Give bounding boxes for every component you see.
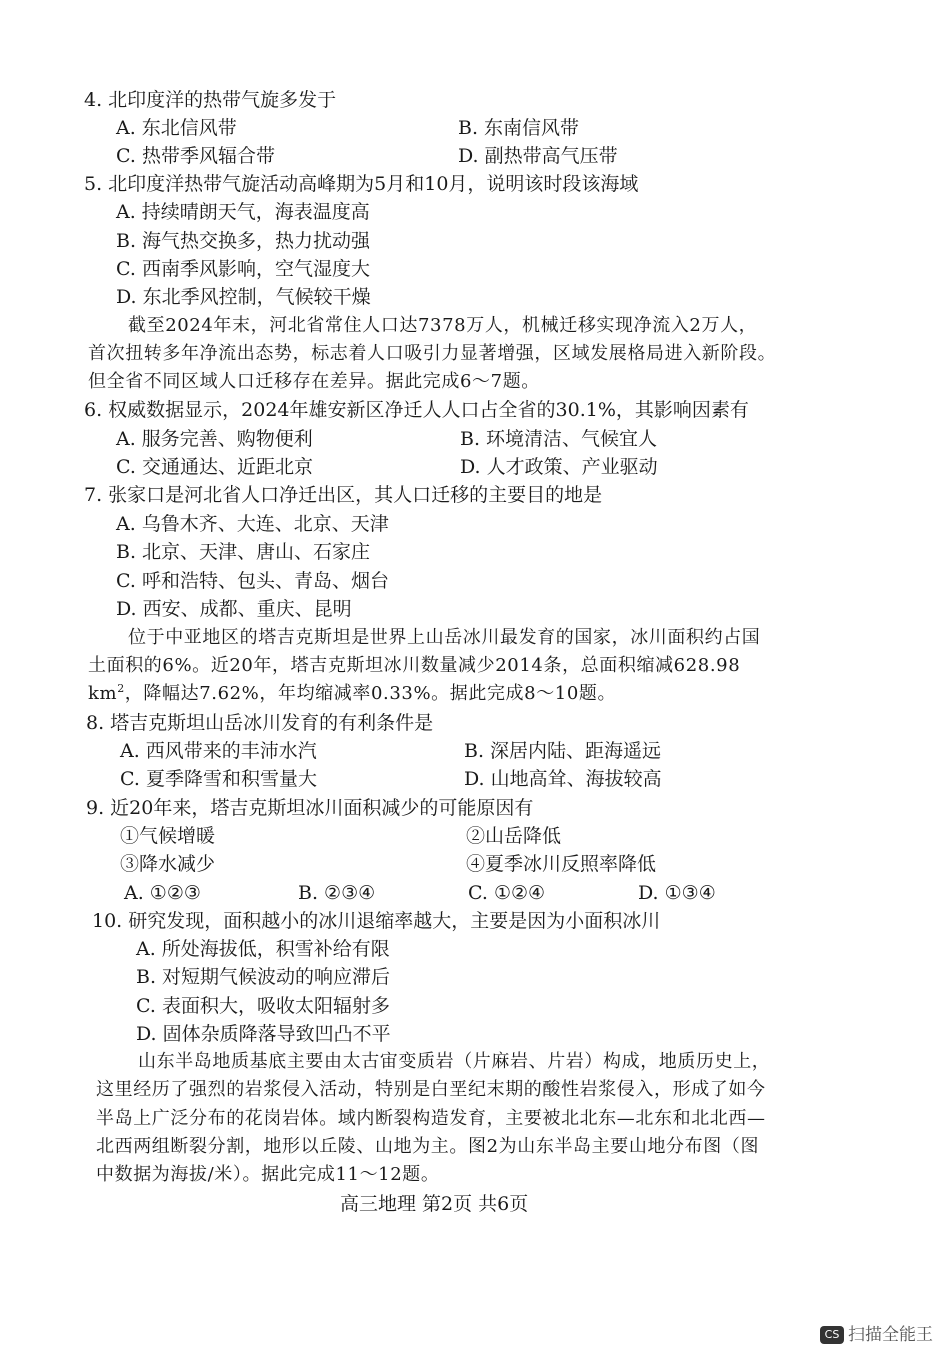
question-5-option-d: D. 东北季风控制，气候较干燥: [116, 286, 371, 308]
scanner-watermark: [820, 1320, 950, 1345]
passage-shandong-line-3: 半岛上广泛分布的花岗岩体。域内断裂构造发育，主要被北北东—北东和北北西—: [96, 1108, 766, 1129]
question-10-option-b: B. 对短期气候波动的响应滞后: [136, 966, 391, 988]
passage-shandong-line-2: 这里经历了强烈的岩浆侵入活动，特别是白垩纪末期的酸性岩浆侵入，形成了如今: [96, 1079, 766, 1100]
page-footer: 高三地理 第2页 共6页: [340, 1193, 529, 1215]
question-9-option-b: B. ②③④: [298, 882, 376, 904]
question-5-option-a: A. 持续晴朗天气，海表温度高: [116, 201, 370, 223]
question-8-option-c: C. 夏季降雪和积雪量大: [120, 768, 317, 790]
scanner-logo-icon: CS: [820, 1326, 844, 1344]
question-4-option-c: C. 热带季风辐合带: [116, 145, 275, 167]
question-5-stem: 5. 北印度洋热带气旋活动高峰期为5月和10月，说明该时段该海域: [84, 173, 639, 195]
question-8-option-a: A. 西风带来的丰沛水汽: [120, 740, 317, 762]
passage-shandong-line-5: 中数据为海拔/米）。据此完成11～12题。: [96, 1164, 440, 1185]
question-7-option-a: A. 乌鲁木齐、大连、北京、天津: [116, 513, 389, 535]
passage-tajik-line-2: 土面积的6%。近20年，塔吉克斯坦冰川数量减少2014条，总面积缩减628.98: [88, 655, 741, 676]
question-9-item-1: ①气候增暖: [120, 825, 216, 847]
passage-hebei-line-2: 首次扭转多年净流出态势，标志着人口吸引力显著增强，区域发展格局进入新阶段。: [88, 343, 777, 364]
question-10-option-d: D. 固体杂质降落导致凹凸不平: [136, 1023, 391, 1045]
question-8-option-d: D. 山地高耸、海拔较高: [464, 768, 662, 790]
passage-hebei-line-1: 截至2024年末，河北省常住人口达7378万人，机械迁移实现净流入2万人，: [128, 315, 758, 336]
question-9-option-a: A. ①②③: [124, 882, 201, 904]
question-6-stem: 6. 权威数据显示，2024年雄安新区净迁人人口占全省的30.1%，其影响因素有: [84, 399, 749, 421]
question-9-item-4: ④夏季冰川反照率降低: [466, 853, 657, 875]
question-10-stem: 10. 研究发现，面积越小的冰川退缩率越大，主要是因为小面积冰川: [92, 910, 661, 932]
question-10-option-a: A. 所处海拔低，积雪补给有限: [136, 938, 390, 960]
question-6-option-b: B. 环境清洁、气候宜人: [460, 428, 658, 450]
passage-tajik-line-3-rest: ，降幅达7.62%，年均缩减率0.33%。据此完成8～10题。: [124, 683, 617, 704]
unit-exponent: 2: [117, 682, 125, 695]
scanner-watermark-text: 扫描全能王: [848, 1325, 933, 1345]
question-10-option-c: C. 表面积大，吸收太阳辐射多: [136, 995, 390, 1017]
question-4-option-a: A. 东北信风带: [116, 117, 237, 139]
question-9-stem: 9. 近20年来，塔吉克斯坦冰川面积减少的可能原因有: [86, 797, 534, 819]
question-5-option-b: B. 海气热交换多，热力扰动强: [116, 230, 371, 252]
question-5-option-c: C. 西南季风影响，空气湿度大: [116, 258, 370, 280]
question-4-option-b: B. 东南信风带: [458, 117, 580, 139]
question-6-option-a: A. 服务完善、购物便利: [116, 428, 313, 450]
passage-hebei-line-3: 但全省不同区域人口迁移存在差异。据此完成6～7题。: [88, 371, 540, 392]
question-9-option-c: C. ①②④: [468, 882, 546, 904]
passage-tajik-line-1: 位于中亚地区的塔吉克斯坦是世界上山岳冰川最发育的国家，冰川面积约占国: [128, 627, 761, 648]
passage-tajik-line-3: [88, 680, 616, 708]
question-9-option-d: D. ①③④: [638, 882, 716, 904]
unit-km: km: [88, 683, 118, 704]
question-9-item-3: ③降水减少: [120, 853, 216, 875]
question-8-stem: 8. 塔吉克斯坦山岳冰川发育的有利条件是: [86, 712, 434, 734]
question-7-option-d: D. 西安、成都、重庆、昆明: [116, 598, 352, 620]
passage-shandong-line-4: 北西两组断裂分割，地形以丘陵、山地为主。图2为山东半岛主要山地分布图（图: [96, 1136, 760, 1157]
question-7-stem: 7. 张家口是河北省人口净迁出区，其人口迁移的主要目的地是: [84, 484, 603, 506]
question-9-item-2: ②山岳降低: [466, 825, 562, 847]
question-7-option-c: C. 呼和浩特、包头、青岛、烟台: [116, 570, 389, 592]
passage-shandong-line-1: 山东半岛地质基底主要由太古宙变质岩（片麻岩、片岩）构成，地质历史上，: [138, 1051, 771, 1072]
question-4-stem: 4. 北印度洋的热带气旋多发于: [84, 89, 337, 111]
question-8-option-b: B. 深居内陆、距海遥远: [464, 740, 662, 762]
question-6-option-d: D. 人才政策、产业驱动: [460, 456, 658, 478]
question-4-option-d: D. 副热带高气压带: [458, 145, 618, 167]
question-6-option-c: C. 交通通达、近距北京: [116, 456, 313, 478]
question-7-option-b: B. 北京、天津、唐山、石家庄: [116, 541, 371, 563]
